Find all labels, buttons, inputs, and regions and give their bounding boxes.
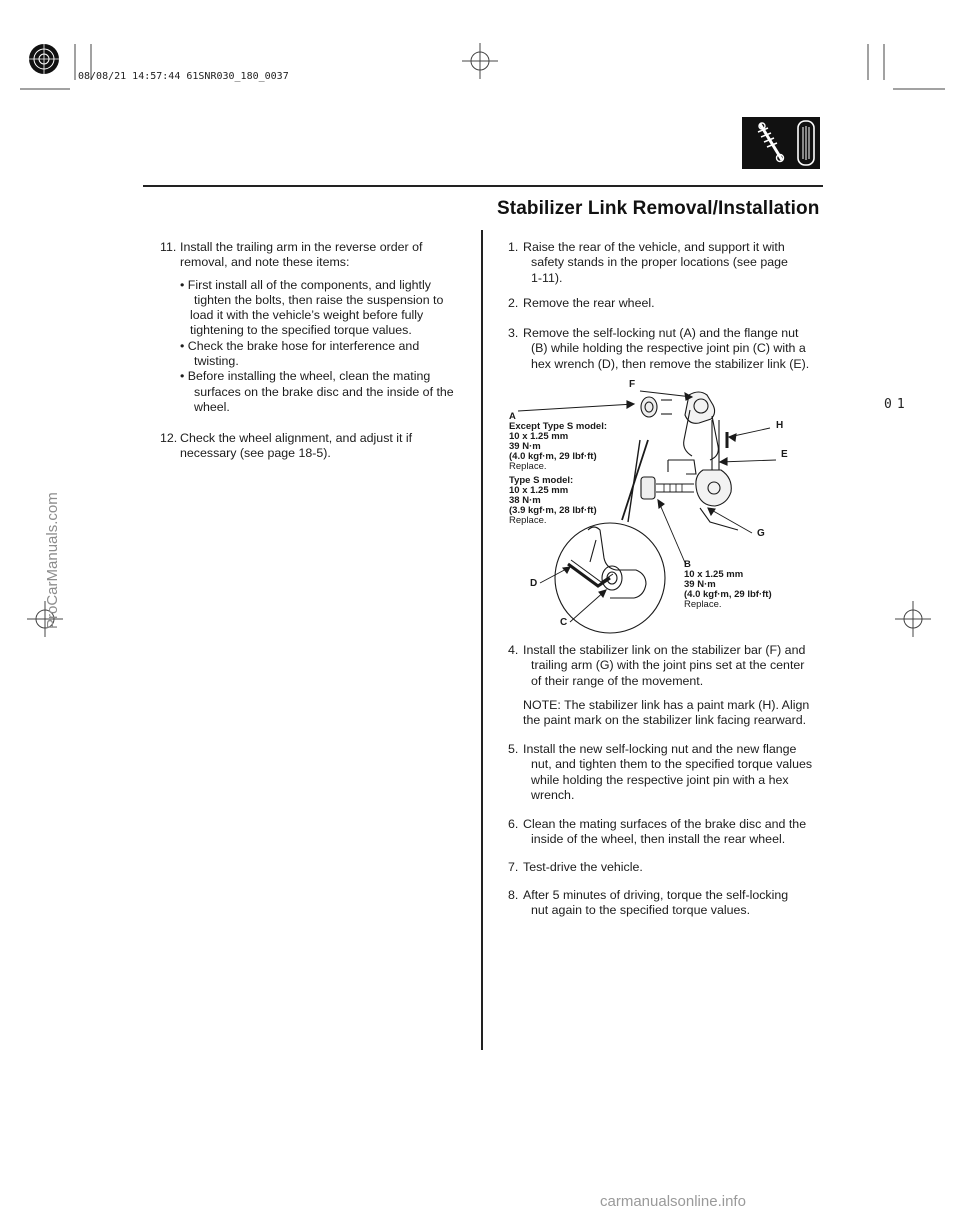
label-F: F xyxy=(629,379,636,390)
label-G: G xyxy=(757,528,765,539)
label-D: D xyxy=(530,578,538,589)
crosshair-top-icon xyxy=(462,43,498,79)
crosshair-right-icon xyxy=(895,601,931,637)
watermark-bottom: carmanualsonline.info xyxy=(600,1193,746,1210)
page-marker: 01 xyxy=(884,397,910,412)
label-C: C xyxy=(560,617,568,628)
suspension-section-icon xyxy=(742,117,820,169)
label-A-spec: A Except Type S model: 10 x 1.25 mm 39 N·m (4.0 kgf·m, 29 lbf·ft) Replace. Type S model: 10 x 1.25 mm 38 N·m (3.9 kgf·m, 28 lbf·ft) Replace. xyxy=(509,411,608,526)
label-E: E xyxy=(781,449,788,460)
column-divider xyxy=(481,230,483,1050)
header-rule xyxy=(143,185,823,187)
page-title: Stabilizer Link Removal/Installation xyxy=(497,198,820,219)
registration-target-icon xyxy=(28,43,60,75)
watermark-left: ProCarManuals.com xyxy=(44,492,61,629)
label-B-spec: B 10 x 1.25 mm 39 N·m (4.0 kgf·m, 29 lbf·ft) Replace. xyxy=(684,559,772,610)
note: NOTE: The stabilizer link has a paint mark (H). Align xyxy=(523,697,810,712)
label-H: H xyxy=(776,420,784,431)
print-timestamp: 08/08/21 14:57:44 61SNR030_180_0037 xyxy=(78,71,289,82)
